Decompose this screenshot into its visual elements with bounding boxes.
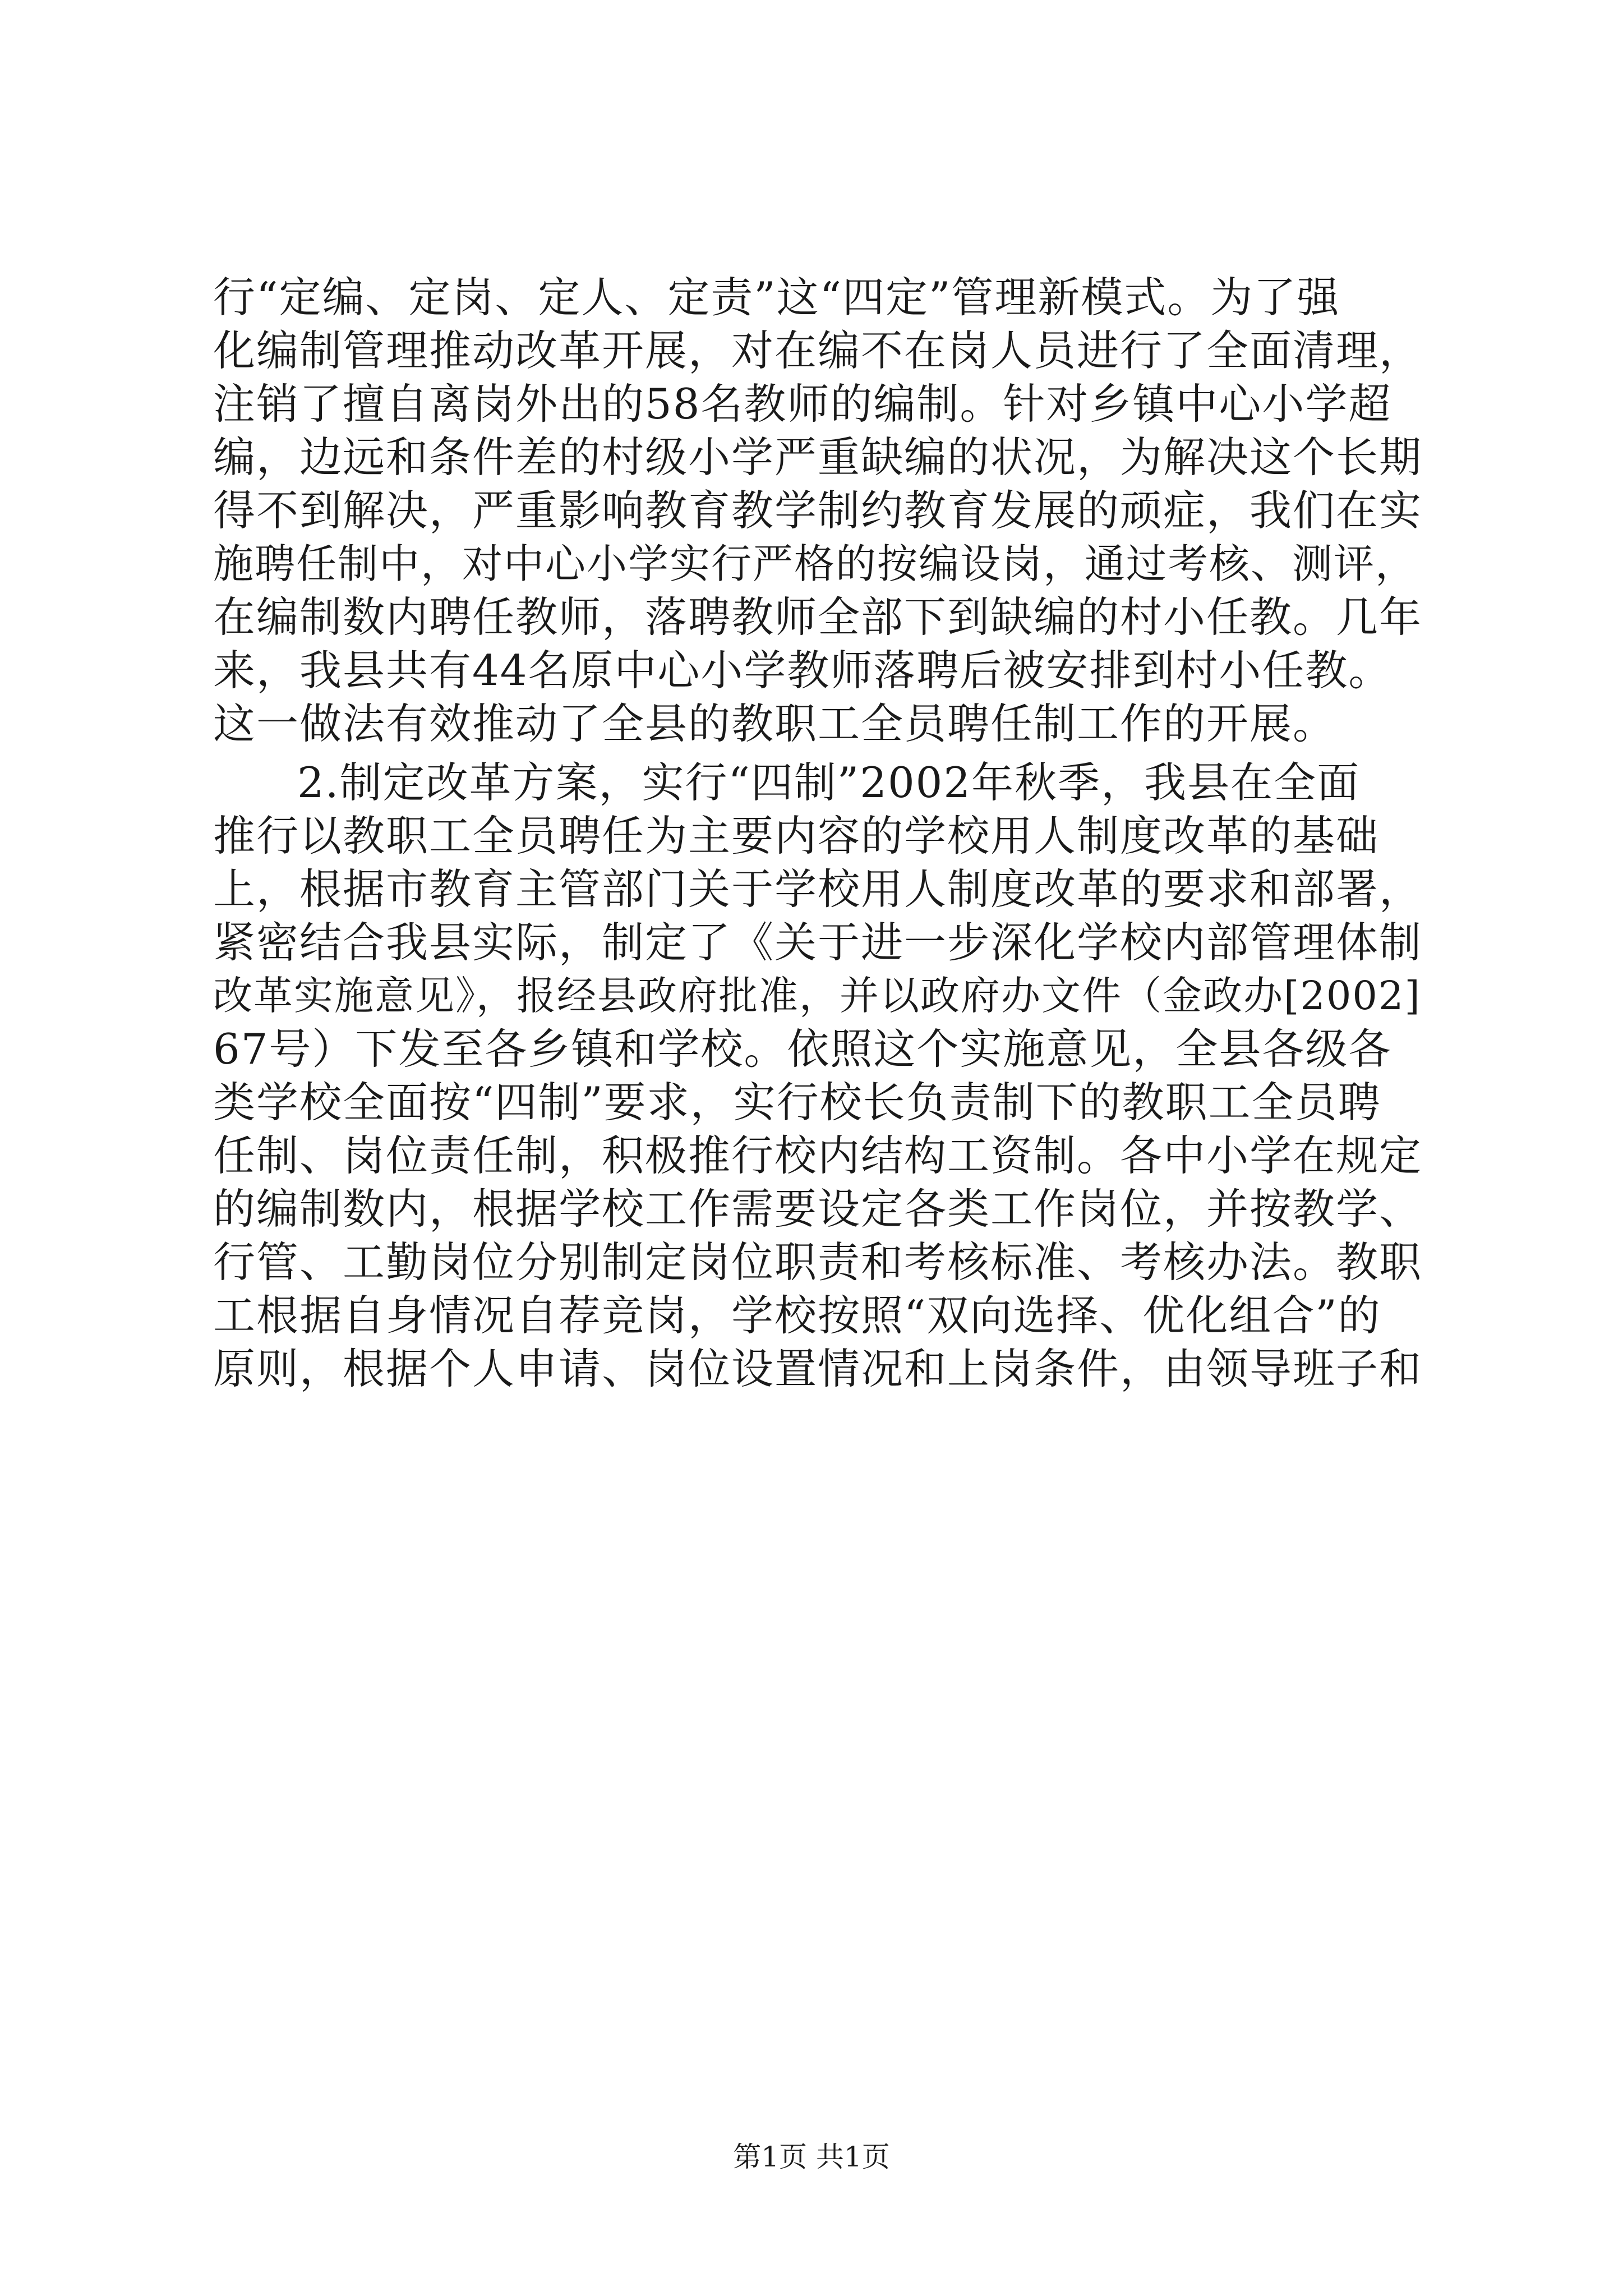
text-line: 行“定编、定岗、定人、定责”这“四定”管理新模式。为了强 xyxy=(213,273,1340,322)
text-line: 2.制定改革方案，实行“四制”2002年秋季，我县在全面 xyxy=(297,758,1361,807)
text-line: 得不到解决，严重影响教育教学制约教育发展的顽症，我们在实 xyxy=(213,486,1423,535)
text-line: 行管、工勤岗位分别制定岗位职责和考核标准、考核办法。教职 xyxy=(213,1237,1423,1287)
text-line: 注销了擅自离岗外出的58名教师的编制。针对乡镇中心小学超 xyxy=(213,379,1392,429)
text-line: 任制、岗位责任制，积极推行校内结构工资制。各中小学在规定 xyxy=(213,1131,1423,1180)
text-line: 编，边远和条件差的村级小学严重缺编的状况，为解决这个长期 xyxy=(213,432,1423,482)
text-line: 在编制数内聘任教师，落聘教师全部下到缺编的村小任教。几年 xyxy=(213,592,1423,642)
text-line: 原则，根据个人申请、岗位设置情况和上岗条件，由领导班子和 xyxy=(213,1344,1423,1393)
text-line: 化编制管理推动改革开展，对在编不在岗人员进行了全面清理， xyxy=(213,326,1423,375)
text-line: 紧密结合我县实际，制定了《关于进一步深化学校内部管理体制 xyxy=(213,918,1423,967)
text-line: 改革实施意见》，报经县政府批准，并以政府办文件（金政办[2002] xyxy=(213,973,1421,1019)
text-line: 67号）下发至各乡镇和学校。依照这个实施意见，全县各级各 xyxy=(213,1024,1392,1074)
text-line: 施聘任制中，对中心小学实行严格的按编设岗，通过考核、测评， xyxy=(213,540,1417,587)
text-line: 推行以教职工全员聘任为主要内容的学校用人制度改革的基础 xyxy=(213,811,1380,861)
text-line: 的编制数内，根据学校工作需要设定各类工作岗位，并按教学、 xyxy=(213,1184,1423,1234)
text-line: 这一做法有效推动了全县的教职工全员聘任制工作的开展。 xyxy=(213,699,1336,748)
text-line: 来，我县共有44名原中心小学教师落聘后被安排到村小任教。 xyxy=(213,646,1392,695)
text-line: 工根据自身情况自荐竞岗，学校按照“双向选择、优化组合”的 xyxy=(213,1291,1381,1340)
text-line: 上，根据市教育主管部门关于学校用人制度改革的要求和部署， xyxy=(213,864,1423,914)
page-footer: 第1页 共1页 xyxy=(733,2141,890,2173)
text-line: 类学校全面按“四制”要求，实行校长负责制下的教职工全员聘 xyxy=(213,1078,1381,1127)
